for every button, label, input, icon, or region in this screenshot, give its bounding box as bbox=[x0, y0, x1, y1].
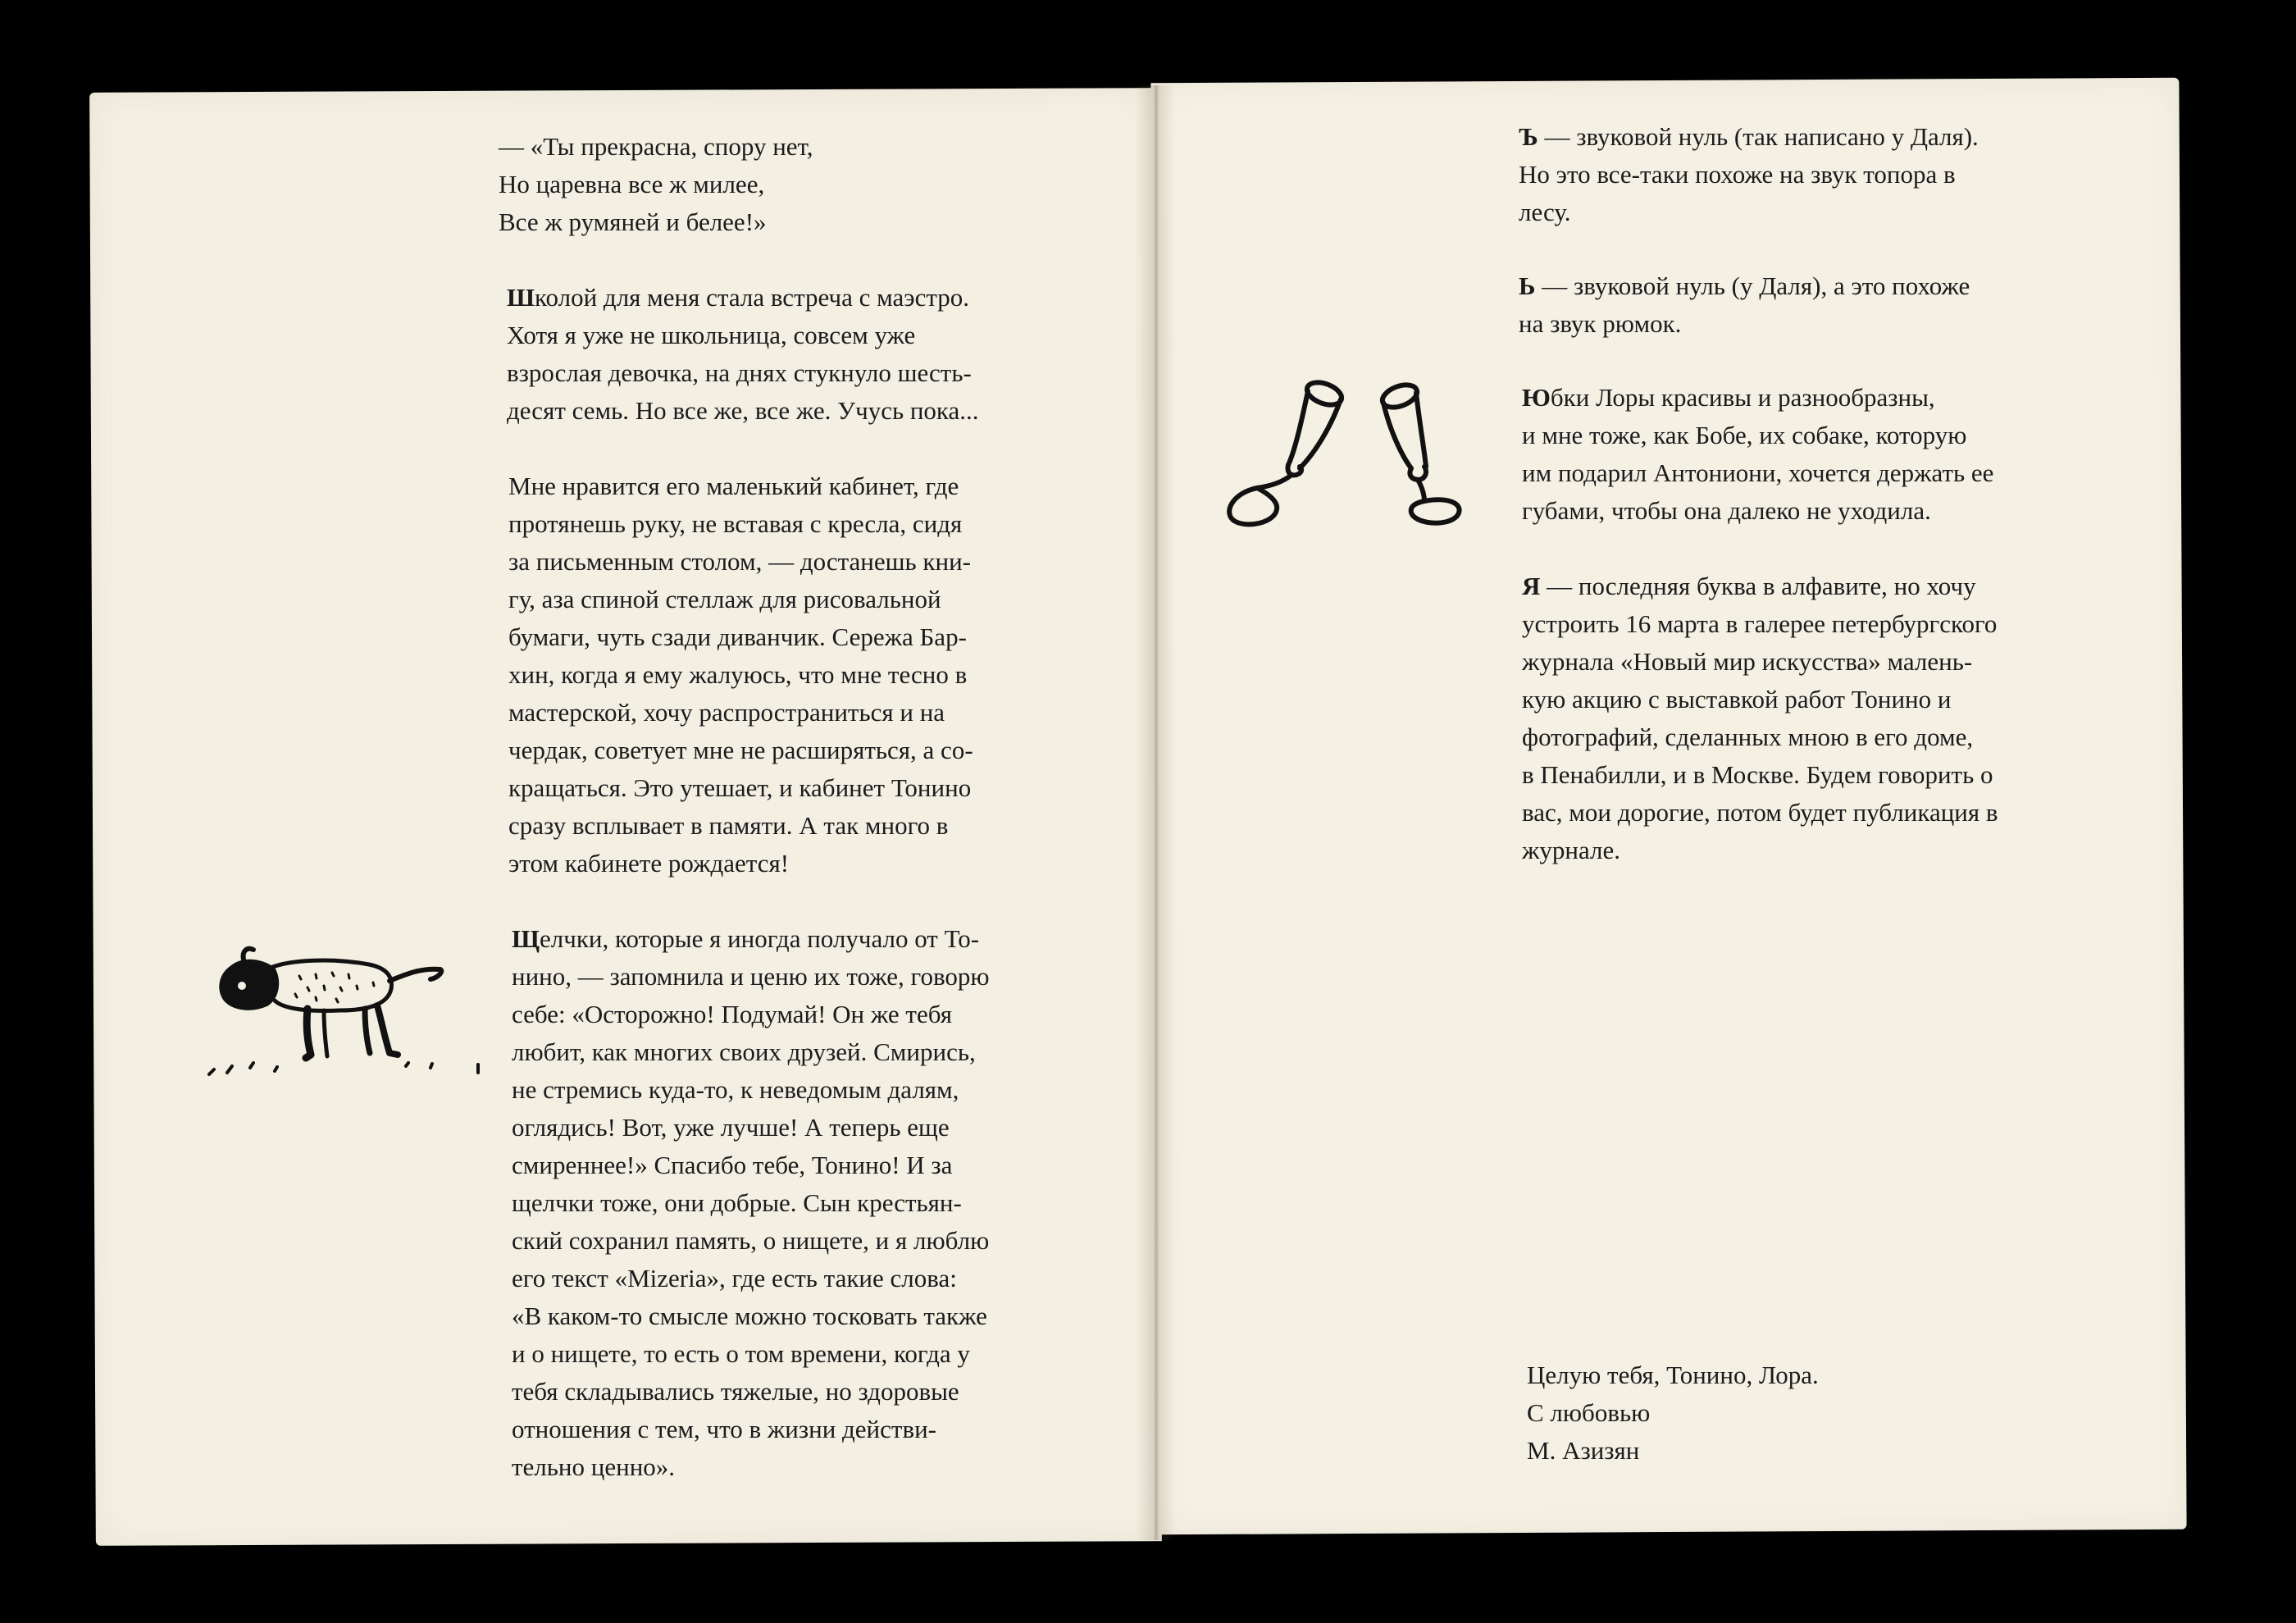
paragraph-sch bbox=[512, 920, 990, 1486]
initial-sh: Ш bbox=[507, 283, 535, 312]
initial-hard-sign: Ъ bbox=[1519, 122, 1538, 151]
paragraph-ya bbox=[1522, 568, 1998, 869]
paragraph-soft-sign bbox=[1519, 267, 1970, 343]
paragraph-hard-sign-text: — звуковой нуль (так написано у Даля). Но это все-таки похоже на звук топора в лесу. bbox=[1519, 122, 1979, 226]
initial-ya: Я bbox=[1522, 572, 1541, 600]
closing-signature: Целую тебя, Тонино, Лора. С любовью М. Азизян bbox=[1527, 1361, 1819, 1465]
paragraph-hard-sign bbox=[1519, 118, 1979, 231]
paragraph-yu-text: бки Лоры красивы и разнообразны, и мне тоже, как Бобе, их собаке, которую им подарил Антониони, хочется держать ее губами, чтобы она далеко не уходила. bbox=[1522, 383, 1994, 525]
paragraph-yu bbox=[1522, 379, 1993, 530]
wine-glasses-drawing-icon bbox=[1210, 373, 1492, 537]
book-gutter bbox=[1136, 85, 1175, 1540]
initial-yu: Ю bbox=[1522, 383, 1551, 412]
paragraph-soft-sign-text: — звуковой нуль (у Даля), а это похоже на звук рюмок. bbox=[1519, 271, 1970, 338]
paragraph-cabinet: Мне нравится его маленький кабинет, где протянешь руку, не вставая с кресла, сидя за письменным столом, — достанешь кни- гу, аза спиной стеллаж для рисовальной бумаги, чуть сзади диванчик. Сережа Бар- хин, когда я ему жалуюсь, что мне тесно в мастерской, хочу распространиться и на чердак, советует мне не расширяться, а со- кращаться. Это утешает, и кабинет Тонино сразу всплывает в памяти. А так много в этом кабинете рождается! bbox=[508, 472, 973, 878]
dog-drawing-icon bbox=[201, 935, 484, 1083]
paragraph-sch-text: елчки, которые я иногда получало от То- нино, — запомнила и ценю их тоже, говорю себе: «Осторожно! Подумай! Он же тебя любит, как многих своих друзей. Смирись, не стремись куда-то, к неведомым далям, оглядись! Вот, уже лучше! А теперь еще смиреннее!» Спасибо тебе, Тонино! И за щелчки тоже, они добрые. Сын крестьян- ский сохранил память, о нищете, и я люблю его текст «Mizeria», где есть такие слова: «В каком-то смысле можно тосковать также и о нищете, то есть о том времени, когда у тебя складывались тяжелые, но здоровые отношения с тем, что в жизни действи- тельно ценно». bbox=[512, 924, 990, 1481]
initial-sch: Щ bbox=[512, 924, 540, 953]
paragraph-sh bbox=[507, 279, 979, 430]
initial-soft-sign: Ь bbox=[1519, 271, 1536, 300]
poem-quote: — «Ты прекрасна, спору нет, Но царевна все ж милее, Все ж румяней и белее!» bbox=[499, 132, 813, 236]
paragraph-sh-text: колой для меня стала встреча с маэстро. Хотя я уже не школьница, совсем уже взрослая девочка, на днях стукнуло шесть- десят семь. Но все же, все же. Учусь пока... bbox=[507, 283, 979, 425]
paragraph-ya-text: — последняя буква в алфавите, но хочу устроить 16 марта в галерее петербургского журнала «Новый мир искусства» малень- кую акцию с выставкой работ Тонино и фотографий, сделанных мною в его доме, в Пенабилли, и в Москве. Будем говорить о вас, мои дорогие, потом будет публикация в журнале. bbox=[1522, 572, 1998, 864]
